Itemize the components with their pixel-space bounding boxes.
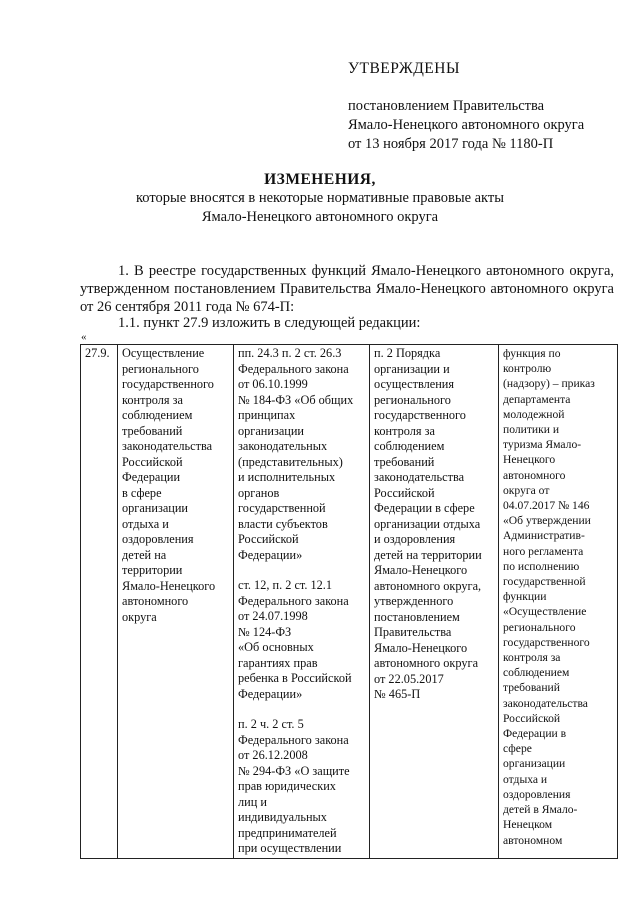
document-subtitle: которые вносятся в некоторые нормативные правовые акты: [135, 190, 504, 206]
open-quote: «: [81, 331, 87, 343]
decree-line: от 13 ноября 2017 года № 1180-П: [348, 136, 554, 152]
table-row: [81, 345, 618, 859]
legal-basis-item: ст. 12, п. 2 ст. 12.1 Федерального закона от 24.07.1998 № 124-ФЗ «Об основных гарантиях прав ребенка в Российской Федерации»: [238, 578, 352, 701]
registry-table: [80, 344, 618, 859]
paragraph-1: 1. В реестре государственных функций Ямало-Ненецкого автономного округа, утвержденном постановлением Правительства Ямало-Ненецкого автономного округа от 26 сентября 2011 года № 674-П:: [80, 263, 614, 315]
cell-procedure: п. 2 Порядка организации и осуществления регионального государственного контроля за соблюдением требований законодательства Российской Федерации в сфере организации отдыха и оздоровления детей на территории Ямало-Ненецкого автономного округа, утвержденного постановлением Правительства Ямало-Ненецкого автономного округа от 22.05.2017 № 465-П: [370, 345, 499, 859]
decree-line: Ямало-Ненецкого автономного округа: [348, 117, 585, 133]
document-title: ИЗМЕНЕНИЯ,: [264, 171, 376, 188]
legal-basis-item: пп. 24.3 п. 2 ст. 26.3 Федерального закона от 06.10.1999 № 184-ФЗ «Об общих принципах организации законодательных (представительных) и исполнительных органов государственной власти субъектов Российской Федерации»: [238, 346, 354, 562]
approved-label: УТВЕРЖДЕНЫ: [348, 60, 460, 77]
document-heading: [0, 170, 640, 227]
decree-line: постановлением Правительства: [348, 98, 545, 114]
cell-legal-basis: [234, 345, 370, 859]
cell-regulation: функция по контролю (надзору) – приказ департамента молодежной политики и туризма Ямало- Ненецкого автономного округа от 04.07.2017 № 146 «Об утверждении Административ- ного регламента по исполнению государственной функции «Осуществление регионального государственного контроля за соблюдением требований законодательства Российской Федерации в сфере организации отдыха и оздоровления детей в Ямало- Ненецком автономном: [499, 345, 618, 859]
cell-number: 27.9.: [81, 345, 118, 859]
item-1-1: 1.1. пункт 27.9 изложить в следующей редакции:: [118, 315, 421, 331]
legal-basis-item: п. 2 ч. 2 ст. 5 Федерального закона от 26.12.2008 № 294-ФЗ «О защите прав юридических лиц и индивидуальных предпринимателей при осуществлении: [238, 717, 350, 855]
document-subtitle: Ямало-Ненецкого автономного округа: [201, 209, 439, 225]
approval-decree: [348, 97, 584, 154]
cell-function-name: Осуществление регионального государственного контроля за соблюдением требований законодательства Российской Федерации в сфере организации отдыха и оздоровления детей на территории Ямало-Ненецкого автономного округа: [118, 345, 234, 859]
